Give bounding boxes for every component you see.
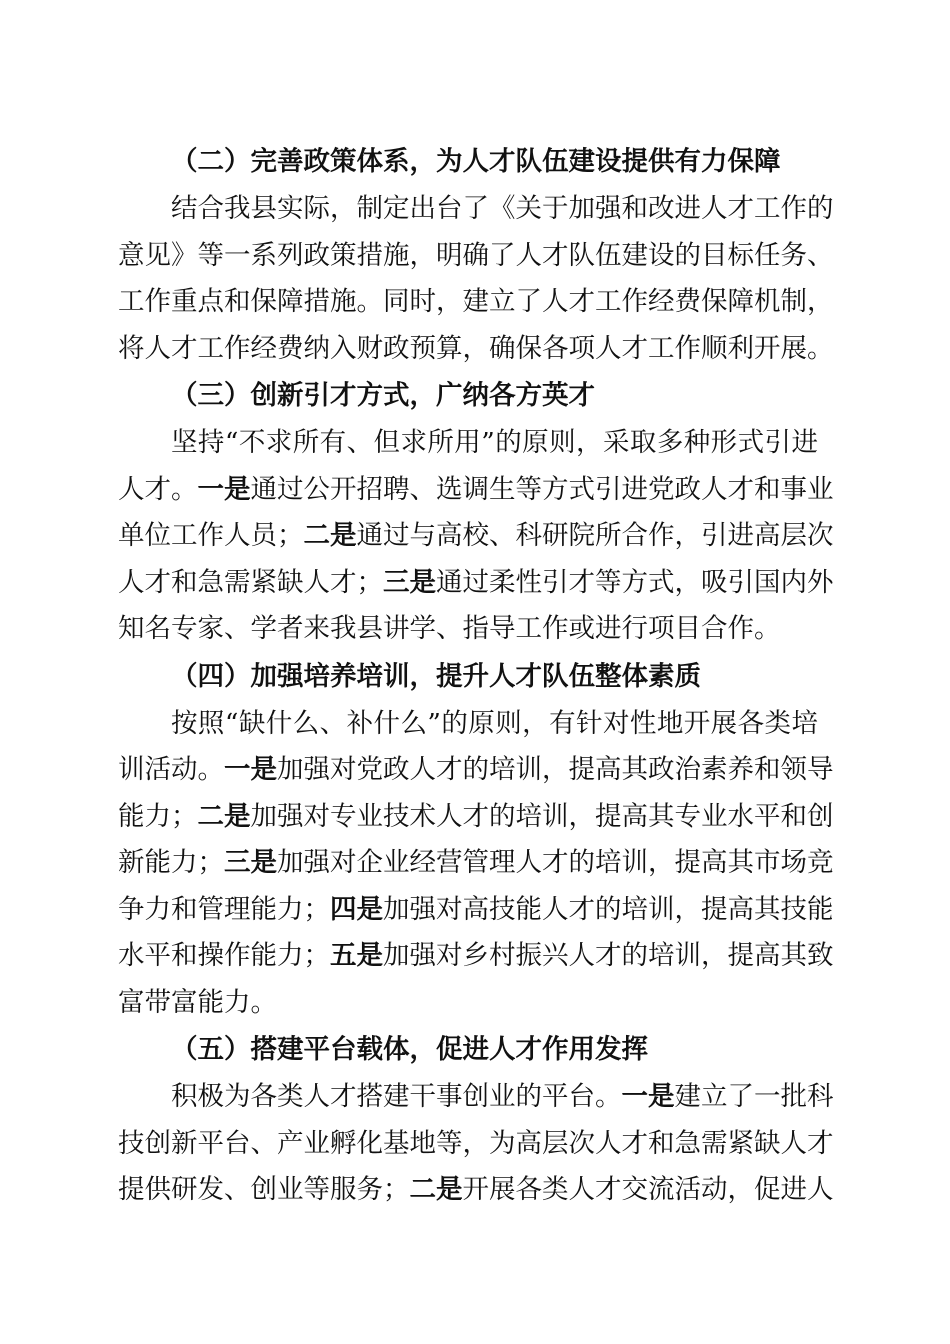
paragraph-text: 积极为各类人才搭建干事创业的平台。 xyxy=(171,1081,622,1112)
enumeration-marker: 一是 xyxy=(224,754,277,785)
paragraph-text: 人才。 xyxy=(118,473,198,505)
paragraph-line xyxy=(118,1074,834,1121)
paragraph-text: 结合我县实际，制定出台了《关于加强和改进人才工作的 xyxy=(171,193,834,224)
paragraph-line xyxy=(118,747,834,794)
enumeration-marker: 四是 xyxy=(330,893,383,925)
enumeration-marker: 一是 xyxy=(621,1081,675,1112)
enumeration-marker: 二是 xyxy=(409,1174,463,1205)
paragraph-text: 新能力； xyxy=(118,847,224,878)
paragraph-line xyxy=(118,420,818,467)
section-heading: （二）完善政策体系，为人才队伍建设提供有力保障 xyxy=(171,146,781,177)
enumeration-marker: 二是 xyxy=(303,520,357,551)
paragraph-text: 人才和急需紧缺人才； xyxy=(118,566,383,598)
paragraph-text: 富带富能力。 xyxy=(118,986,277,1018)
paragraph-text: 将人才工作经费纳入财政预算，确保各项人才工作顺利开展。 xyxy=(118,332,834,364)
paragraph-line xyxy=(118,326,834,373)
paragraph-line xyxy=(118,1167,834,1214)
paragraph-text: 争力和管理能力； xyxy=(118,893,330,925)
paragraph-text: 知名专家、学者来我县讲学、指导工作或进行项目合作。 xyxy=(118,613,781,644)
section-paragraph xyxy=(118,186,834,372)
paragraph-text: 坚持“不求所有、但求所用”的原则，采取多种形式引进 xyxy=(171,427,818,458)
paragraph-text: 工作重点和保障措施。同时，建立了人才工作经费保障机制， xyxy=(118,286,834,317)
paragraph-line xyxy=(118,794,834,841)
paragraph-text: 建立了一批科 xyxy=(674,1081,834,1112)
paragraph-text: 加强对党政人才的培训，提高其政治素养和领导 xyxy=(277,754,834,785)
paragraph-line xyxy=(118,606,818,653)
paragraph-text: 开展各类人才交流活动，促进人 xyxy=(462,1174,834,1205)
paragraph-text: 按照“缺什么、补什么”的原则，有针对性地开展各类培 xyxy=(171,707,818,739)
enumeration-marker: 二是 xyxy=(197,800,251,832)
paragraph-line xyxy=(118,1121,834,1168)
paragraph-line xyxy=(118,186,834,233)
paragraph-text: 通过公开招聘、选调生等方式引进党政人才和事业 xyxy=(250,473,834,505)
paragraph-line xyxy=(118,513,834,560)
enumeration-marker: 三是 xyxy=(224,847,277,878)
paragraph-line xyxy=(118,933,834,980)
paragraph-line xyxy=(118,467,834,514)
paragraph-text: 提供研发、创业等服务； xyxy=(118,1174,410,1205)
paragraph-line xyxy=(118,980,818,1027)
paragraph-line xyxy=(118,887,834,934)
paragraph-text: 水平和操作能力； xyxy=(118,940,330,971)
section-heading: （五）搭建平台载体，促进人才作用发挥 xyxy=(171,1034,648,1065)
paragraph-text: 加强对高技能人才的培训，提高其技能 xyxy=(383,893,834,925)
paragraph-text: 能力； xyxy=(118,800,198,832)
section-heading: （三）创新引才方式，广纳各方英才 xyxy=(171,380,595,411)
paragraph-text: 训活动。 xyxy=(118,754,224,785)
paragraph-text: 技创新平台、产业孵化基地等，为高层次人才和急需紧缺人才 xyxy=(118,1127,834,1159)
paragraph-line xyxy=(118,233,834,280)
enumeration-marker: 一是 xyxy=(197,473,251,505)
enumeration-marker: 五是 xyxy=(330,940,383,971)
paragraph-text: 加强对企业经营管理人才的培训，提高其市场竞 xyxy=(277,847,834,878)
paragraph-line xyxy=(118,840,834,887)
paragraph-text: 通过与高校、科研院所合作，引进高层次 xyxy=(356,520,834,551)
paragraph-text: 加强对乡村振兴人才的培训，提高其致 xyxy=(383,940,834,971)
enumeration-marker: 三是 xyxy=(383,566,436,598)
paragraph-text: 通过柔性引才等方式，吸引国内外 xyxy=(436,566,834,598)
section-paragraph xyxy=(118,420,834,653)
paragraph-text: 加强对专业技术人才的培训，提高其专业水平和创 xyxy=(250,800,834,832)
paragraph-text: 单位工作人员； xyxy=(118,520,304,551)
paragraph-line xyxy=(118,701,818,748)
paragraph-text: 意见》等一系列政策措施，明确了人才队伍建设的目标任务、 xyxy=(118,239,834,271)
section-paragraph xyxy=(118,701,834,1027)
paragraph-line xyxy=(118,560,834,607)
section-heading: （四）加强培养培训，提升人才队伍整体素质 xyxy=(171,660,701,692)
section-paragraph xyxy=(118,1074,834,1214)
paragraph-line xyxy=(118,279,834,326)
document-body xyxy=(118,138,834,1214)
